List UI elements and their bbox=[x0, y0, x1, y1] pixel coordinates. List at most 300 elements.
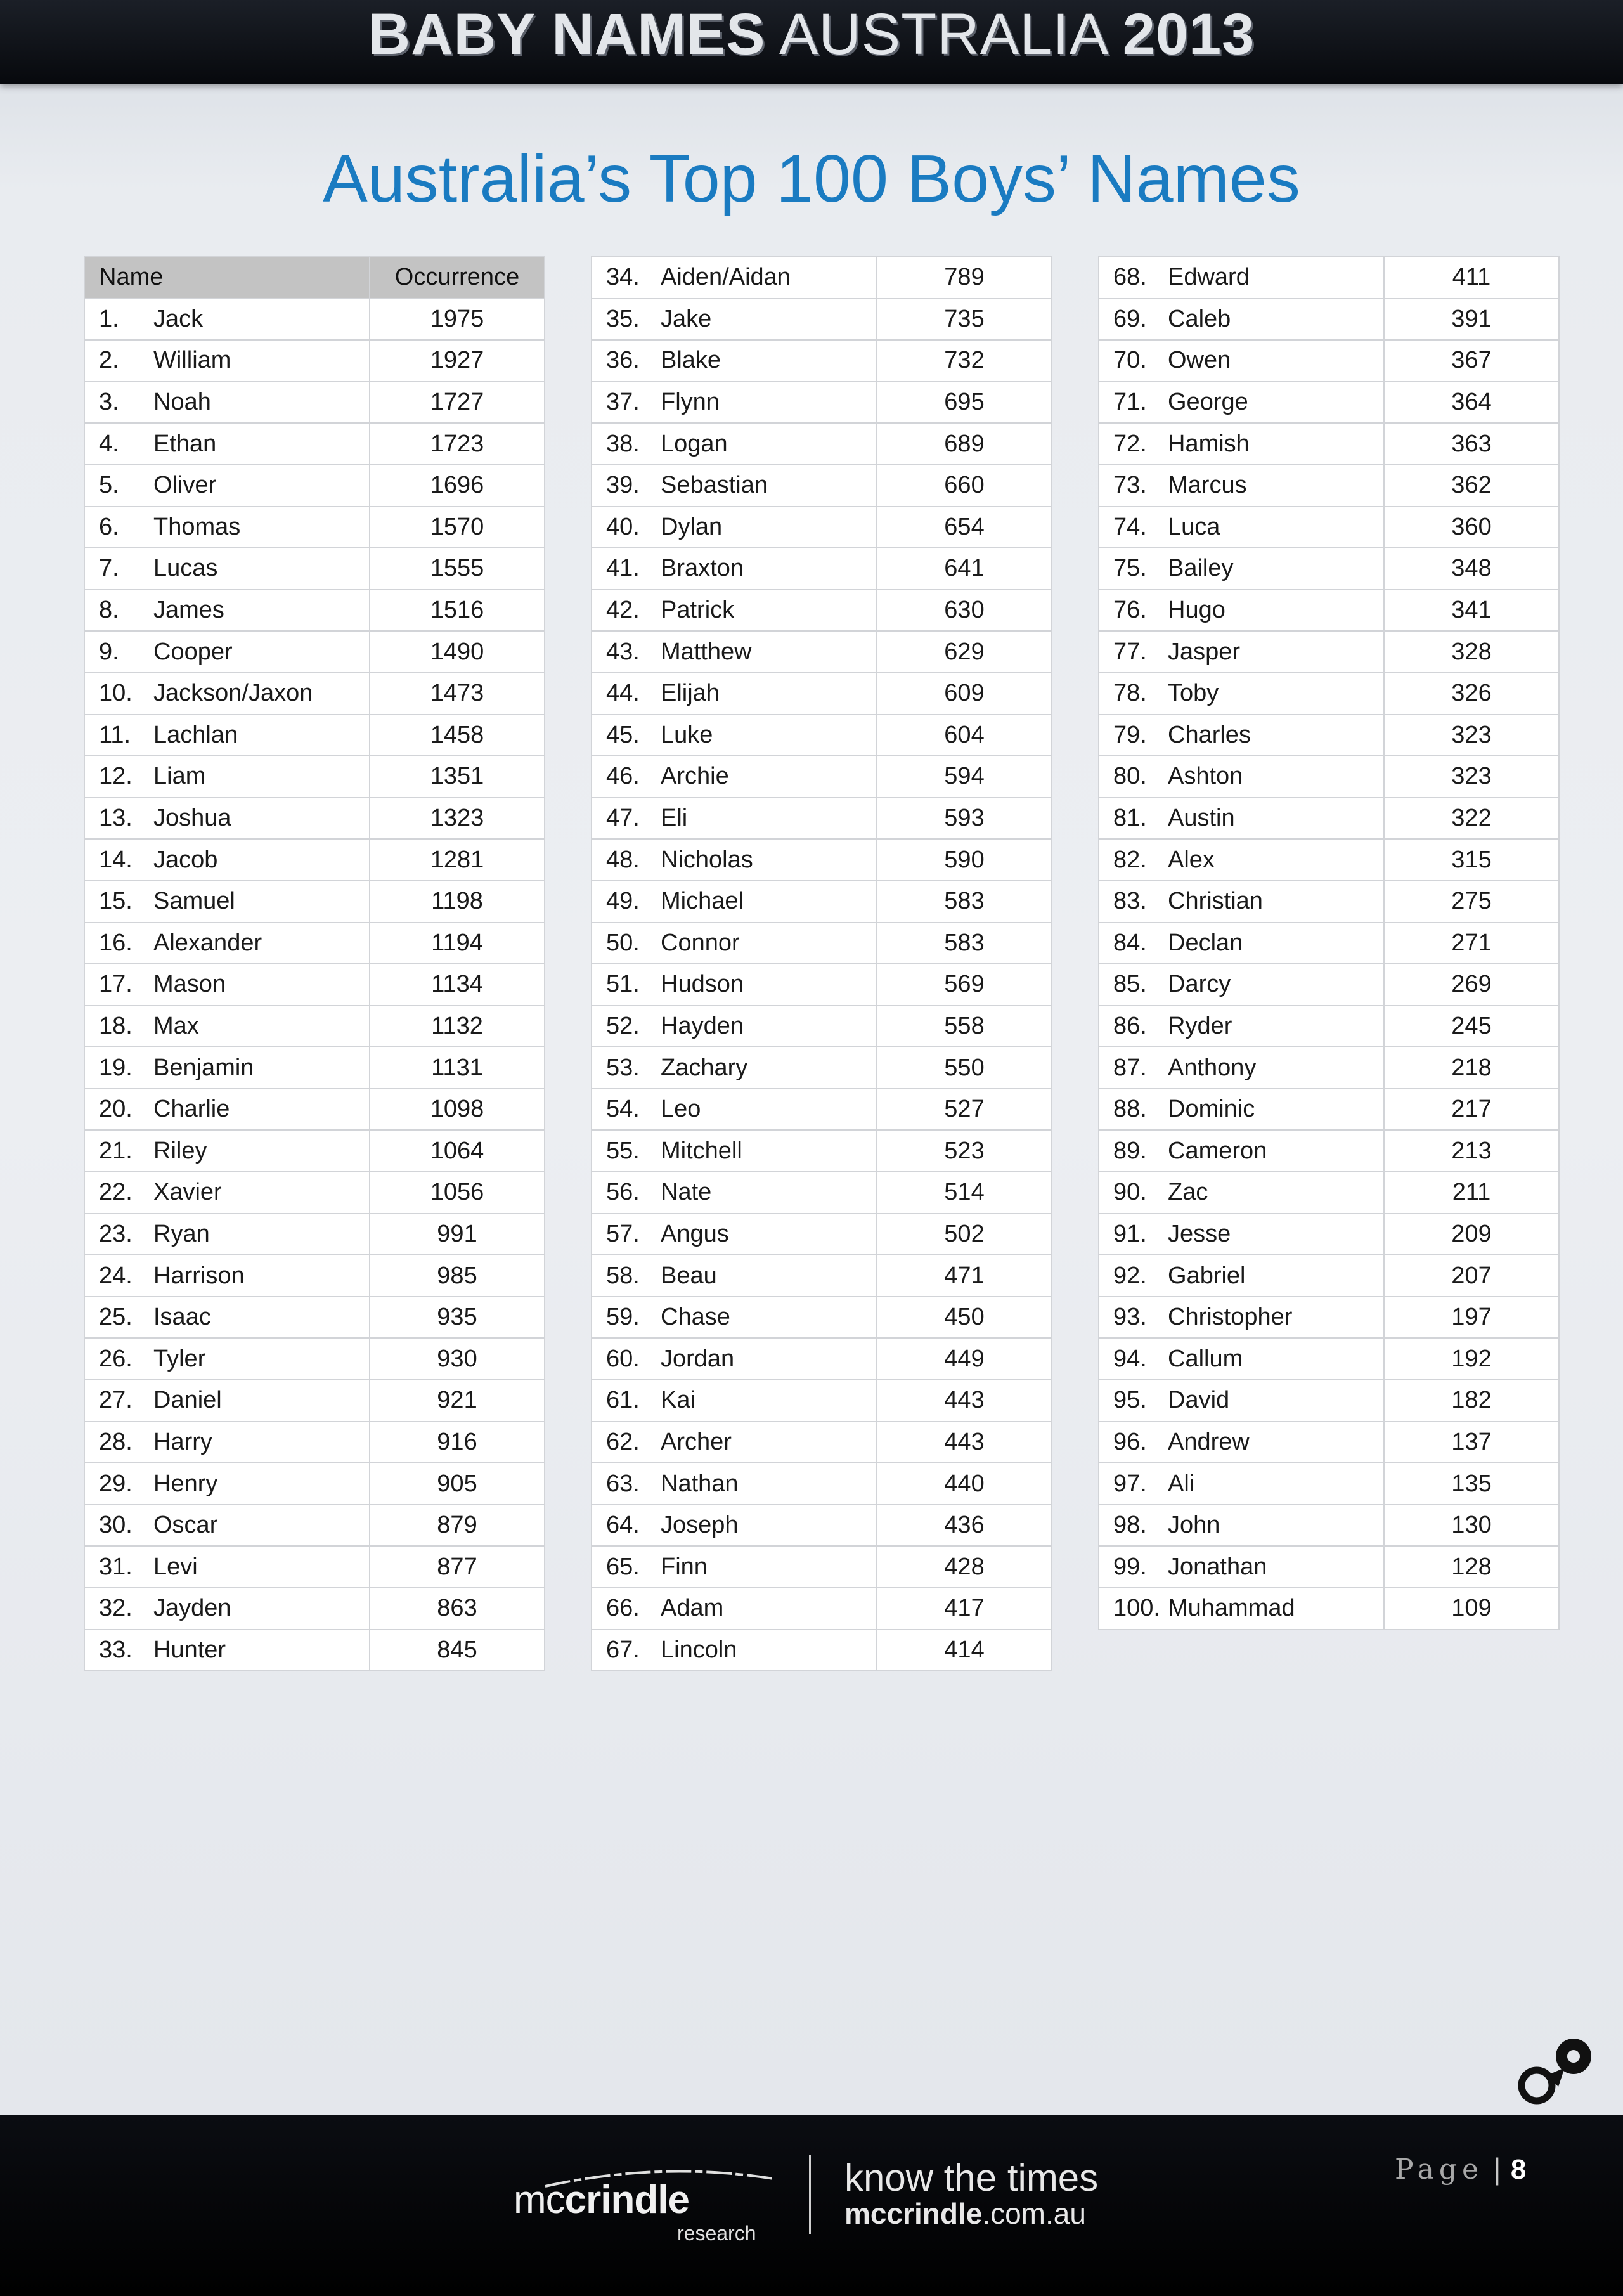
baby-name: Callum bbox=[1168, 1345, 1243, 1372]
baby-name: Zachary bbox=[661, 1054, 748, 1081]
occurrence: 558 bbox=[877, 1006, 1052, 1047]
name-cell bbox=[84, 923, 370, 964]
baby-name: Patrick bbox=[661, 597, 735, 624]
name-cell bbox=[1099, 423, 1384, 465]
name-cell bbox=[84, 1006, 370, 1047]
baby-name: Hunter bbox=[153, 1636, 226, 1663]
rank: 41. bbox=[606, 555, 640, 582]
occurrence: 590 bbox=[877, 839, 1052, 881]
occurrence-column-header: Occurrence bbox=[370, 257, 545, 299]
occurrence: 609 bbox=[877, 673, 1052, 715]
name-cell bbox=[84, 1546, 370, 1588]
name-cell bbox=[84, 1172, 370, 1214]
baby-name: Ryder bbox=[1168, 1012, 1232, 1039]
rank: 9. bbox=[99, 638, 119, 665]
baby-name: Oliver bbox=[153, 472, 217, 499]
website bbox=[844, 2196, 1086, 2231]
name-cell bbox=[84, 1089, 370, 1131]
rank: 63. bbox=[606, 1470, 640, 1497]
table-row bbox=[84, 964, 545, 1006]
occurrence: 732 bbox=[877, 340, 1052, 382]
page-number-value: 8 bbox=[1510, 2154, 1527, 2185]
table-row bbox=[592, 1172, 1052, 1214]
name-cell bbox=[1099, 1089, 1384, 1131]
occurrence: 583 bbox=[877, 923, 1052, 964]
rank: 28. bbox=[99, 1428, 133, 1455]
baby-name: Toby bbox=[1168, 680, 1219, 707]
table-row bbox=[1099, 964, 1559, 1006]
baby-name: Liam bbox=[153, 763, 206, 790]
occurrence: 471 bbox=[877, 1255, 1052, 1297]
table-row bbox=[592, 715, 1052, 756]
occurrence: 443 bbox=[877, 1422, 1052, 1463]
occurrence: 523 bbox=[877, 1130, 1052, 1172]
table-row bbox=[1099, 839, 1559, 881]
rank: 25. bbox=[99, 1304, 133, 1331]
table-row bbox=[1099, 1422, 1559, 1463]
name-cell bbox=[84, 548, 370, 590]
name-cell bbox=[1099, 1214, 1384, 1255]
table-row bbox=[1099, 423, 1559, 465]
rank: 32. bbox=[99, 1595, 133, 1622]
rank: 49. bbox=[606, 888, 640, 915]
baby-name: Edward bbox=[1168, 264, 1250, 291]
rank: 20. bbox=[99, 1096, 133, 1123]
name-cell bbox=[84, 1463, 370, 1505]
baby-name: Luca bbox=[1168, 513, 1220, 540]
name-cell bbox=[1099, 1172, 1384, 1214]
table-row bbox=[1099, 631, 1559, 673]
name-cell bbox=[592, 1297, 877, 1339]
name-cell bbox=[1099, 631, 1384, 673]
occurrence: 641 bbox=[877, 548, 1052, 590]
rank: 82. bbox=[1113, 846, 1147, 873]
table-row bbox=[1099, 340, 1559, 382]
baby-name: Jesse bbox=[1168, 1220, 1231, 1247]
rank: 88. bbox=[1113, 1096, 1147, 1123]
baby-name: Harrison bbox=[153, 1262, 245, 1289]
rank: 69. bbox=[1113, 305, 1147, 332]
baby-name: Ryan bbox=[153, 1220, 210, 1247]
rank: 58. bbox=[606, 1262, 640, 1289]
table-row bbox=[592, 923, 1052, 964]
baby-name: Gabriel bbox=[1168, 1262, 1246, 1289]
occurrence: 207 bbox=[1384, 1255, 1559, 1297]
rank: 13. bbox=[99, 805, 133, 832]
rank: 100. bbox=[1113, 1595, 1160, 1622]
occurrence: 1490 bbox=[370, 631, 545, 673]
occurrence: 845 bbox=[370, 1630, 545, 1671]
baby-name: Austin bbox=[1168, 805, 1235, 832]
table-row bbox=[1099, 257, 1559, 299]
rank: 40. bbox=[606, 513, 640, 540]
table-row bbox=[592, 1130, 1052, 1172]
table-row bbox=[592, 839, 1052, 881]
baby-name: Lincoln bbox=[661, 1636, 737, 1663]
rank: 62. bbox=[606, 1428, 640, 1455]
baby-name: Lachlan bbox=[153, 721, 238, 748]
baby-name: John bbox=[1168, 1512, 1220, 1539]
table-row bbox=[1099, 299, 1559, 341]
occurrence: 213 bbox=[1384, 1130, 1559, 1172]
table-row bbox=[1099, 1546, 1559, 1588]
name-cell bbox=[592, 1089, 877, 1131]
baby-name: Riley bbox=[153, 1137, 207, 1164]
table-row bbox=[1099, 881, 1559, 923]
baby-name: Hayden bbox=[661, 1012, 744, 1039]
baby-name: Nicholas bbox=[661, 846, 753, 873]
rank: 83. bbox=[1113, 888, 1147, 915]
occurrence: 391 bbox=[1384, 299, 1559, 341]
name-column-header: Name bbox=[84, 257, 370, 299]
occurrence: 695 bbox=[877, 382, 1052, 424]
table-row bbox=[592, 964, 1052, 1006]
name-cell bbox=[84, 1130, 370, 1172]
name-cell bbox=[84, 673, 370, 715]
website-part2: .com.au bbox=[982, 2197, 1086, 2230]
table-row bbox=[1099, 673, 1559, 715]
baby-name: Joshua bbox=[153, 805, 231, 832]
occurrence: 569 bbox=[877, 964, 1052, 1006]
rank: 1. bbox=[99, 305, 119, 332]
baby-name: Tyler bbox=[153, 1345, 206, 1372]
occurrence: 364 bbox=[1384, 382, 1559, 424]
name-cell bbox=[592, 839, 877, 881]
name-cell bbox=[84, 1214, 370, 1255]
baby-name: Levi bbox=[153, 1553, 198, 1580]
table-row bbox=[1099, 1089, 1559, 1131]
name-cell bbox=[84, 881, 370, 923]
baby-name: Braxton bbox=[661, 555, 744, 582]
baby-name: Flynn bbox=[661, 389, 720, 416]
table-row bbox=[592, 1255, 1052, 1297]
occurrence: 1098 bbox=[370, 1089, 545, 1131]
occurrence: 1281 bbox=[370, 839, 545, 881]
brand-name-part1: mc bbox=[514, 2178, 565, 2222]
table-row bbox=[84, 1047, 545, 1089]
table-row bbox=[84, 798, 545, 840]
baby-name: Anthony bbox=[1168, 1054, 1257, 1081]
occurrence: 217 bbox=[1384, 1089, 1559, 1131]
baby-name: Christopher bbox=[1168, 1304, 1293, 1331]
baby-name: Mitchell bbox=[661, 1137, 742, 1164]
occurrence: 1975 bbox=[370, 299, 545, 341]
baby-name: Daniel bbox=[153, 1387, 222, 1414]
table-row bbox=[84, 631, 545, 673]
baby-name: Jordan bbox=[661, 1345, 735, 1372]
table-row bbox=[84, 1588, 545, 1630]
footer-divider bbox=[809, 2155, 811, 2234]
baby-name: Henry bbox=[153, 1470, 218, 1497]
rank: 73. bbox=[1113, 472, 1147, 499]
rank: 31. bbox=[99, 1553, 133, 1580]
baby-name: Harry bbox=[153, 1428, 212, 1455]
baby-name: Beau bbox=[661, 1262, 717, 1289]
rank: 46. bbox=[606, 763, 640, 790]
baby-name: Dylan bbox=[661, 513, 723, 540]
rank: 98. bbox=[1113, 1512, 1147, 1539]
name-cell bbox=[592, 1380, 877, 1422]
baby-name: Christian bbox=[1168, 888, 1263, 915]
occurrence: 550 bbox=[877, 1047, 1052, 1089]
table-row bbox=[84, 1089, 545, 1131]
rank: 7. bbox=[99, 555, 119, 582]
table-row bbox=[84, 382, 545, 424]
rank: 37. bbox=[606, 389, 640, 416]
name-cell bbox=[1099, 465, 1384, 507]
baby-name: Aiden/Aidan bbox=[661, 264, 791, 291]
name-cell bbox=[592, 881, 877, 923]
page-label: Page bbox=[1395, 2153, 1484, 2186]
baby-name: Hudson bbox=[661, 971, 744, 998]
baby-name: Chase bbox=[661, 1304, 730, 1331]
table-header-row bbox=[84, 257, 545, 299]
occurrence: 275 bbox=[1384, 881, 1559, 923]
baby-name: Logan bbox=[661, 430, 728, 457]
baby-name: Darcy bbox=[1168, 971, 1231, 998]
rank: 80. bbox=[1113, 763, 1147, 790]
name-cell bbox=[592, 507, 877, 548]
rank: 64. bbox=[606, 1512, 640, 1539]
name-cell bbox=[84, 465, 370, 507]
occurrence: 789 bbox=[877, 257, 1052, 299]
baby-name: James bbox=[153, 597, 224, 624]
table-row bbox=[592, 881, 1052, 923]
name-cell bbox=[592, 1172, 877, 1214]
table-row bbox=[592, 257, 1052, 299]
name-cell bbox=[1099, 1130, 1384, 1172]
occurrence: 245 bbox=[1384, 1006, 1559, 1047]
name-cell bbox=[1099, 715, 1384, 756]
table-row bbox=[1099, 1338, 1559, 1380]
baby-name: Caleb bbox=[1168, 305, 1231, 332]
occurrence: 417 bbox=[877, 1588, 1052, 1630]
baby-name: Nathan bbox=[661, 1470, 739, 1497]
table-row bbox=[1099, 1297, 1559, 1339]
name-cell bbox=[592, 340, 877, 382]
table-row bbox=[592, 1380, 1052, 1422]
rank: 11. bbox=[99, 721, 131, 748]
rank: 53. bbox=[606, 1054, 640, 1081]
name-cell bbox=[84, 1422, 370, 1463]
pacifier-icon bbox=[1515, 2032, 1598, 2108]
table-row bbox=[592, 1588, 1052, 1630]
occurrence: 1056 bbox=[370, 1172, 545, 1214]
rank: 57. bbox=[606, 1220, 640, 1247]
baby-name: Thomas bbox=[153, 513, 241, 540]
baby-name: Eli bbox=[661, 805, 688, 832]
occurrence: 935 bbox=[370, 1297, 545, 1339]
occurrence: 209 bbox=[1384, 1214, 1559, 1255]
baby-name: Owen bbox=[1168, 347, 1231, 374]
baby-name: Sebastian bbox=[661, 472, 768, 499]
name-cell bbox=[1099, 257, 1384, 299]
name-cell bbox=[84, 299, 370, 341]
occurrence: 660 bbox=[877, 465, 1052, 507]
table-row bbox=[84, 1297, 545, 1339]
occurrence: 363 bbox=[1384, 423, 1559, 465]
table-row bbox=[84, 1338, 545, 1380]
occurrence: 128 bbox=[1384, 1546, 1559, 1588]
rank: 76. bbox=[1113, 597, 1147, 624]
baby-name: Archie bbox=[661, 763, 729, 790]
name-cell bbox=[592, 590, 877, 632]
name-cell bbox=[592, 964, 877, 1006]
name-cell bbox=[592, 1463, 877, 1505]
brand-logo bbox=[514, 2165, 780, 2245]
rank: 17. bbox=[99, 971, 133, 998]
rank: 60. bbox=[606, 1345, 640, 1372]
table-row bbox=[1099, 1214, 1559, 1255]
baby-name: David bbox=[1168, 1387, 1230, 1414]
name-cell bbox=[1099, 299, 1384, 341]
rank: 81. bbox=[1113, 805, 1147, 832]
rank: 86. bbox=[1113, 1012, 1147, 1039]
rank: 87. bbox=[1113, 1054, 1147, 1081]
rank: 50. bbox=[606, 929, 640, 956]
name-cell bbox=[592, 465, 877, 507]
table-row bbox=[592, 1089, 1052, 1131]
table-row bbox=[84, 1006, 545, 1047]
name-cell bbox=[592, 1422, 877, 1463]
occurrence: 863 bbox=[370, 1588, 545, 1630]
rank: 92. bbox=[1113, 1262, 1147, 1289]
name-cell bbox=[1099, 923, 1384, 964]
name-cell bbox=[84, 631, 370, 673]
name-cell bbox=[1099, 1297, 1384, 1339]
occurrence: 1473 bbox=[370, 673, 545, 715]
table-row bbox=[592, 1463, 1052, 1505]
table-row bbox=[1099, 1006, 1559, 1047]
occurrence: 326 bbox=[1384, 673, 1559, 715]
name-cell bbox=[84, 590, 370, 632]
rank: 38. bbox=[606, 430, 640, 457]
occurrence: 689 bbox=[877, 423, 1052, 465]
table-row bbox=[1099, 1130, 1559, 1172]
rank: 78. bbox=[1113, 680, 1147, 707]
occurrence: 218 bbox=[1384, 1047, 1559, 1089]
table-row bbox=[592, 382, 1052, 424]
occurrence: 269 bbox=[1384, 964, 1559, 1006]
name-cell bbox=[1099, 590, 1384, 632]
baby-name: Blake bbox=[661, 347, 721, 374]
rank: 18. bbox=[99, 1012, 133, 1039]
rank: 56. bbox=[606, 1179, 640, 1206]
name-cell bbox=[84, 1047, 370, 1089]
occurrence: 362 bbox=[1384, 465, 1559, 507]
table-row bbox=[84, 465, 545, 507]
baby-name: Bailey bbox=[1168, 555, 1234, 582]
name-cell bbox=[84, 839, 370, 881]
occurrence: 211 bbox=[1384, 1172, 1559, 1214]
baby-name: Noah bbox=[153, 389, 211, 416]
rank: 6. bbox=[99, 513, 119, 540]
name-cell bbox=[1099, 507, 1384, 548]
table-row bbox=[1099, 715, 1559, 756]
baby-name: Angus bbox=[661, 1220, 729, 1247]
name-cell bbox=[592, 1130, 877, 1172]
rank: 84. bbox=[1113, 929, 1147, 956]
name-cell bbox=[1099, 382, 1384, 424]
table-row bbox=[1099, 507, 1559, 548]
table-row bbox=[84, 756, 545, 798]
name-cell bbox=[1099, 1505, 1384, 1547]
table-row bbox=[592, 1006, 1052, 1047]
name-cell bbox=[84, 1297, 370, 1339]
page-title: Australia’s Top 100 Boys’ Names bbox=[323, 141, 1300, 216]
occurrence: 1727 bbox=[370, 382, 545, 424]
occurrence: 1198 bbox=[370, 881, 545, 923]
table-row bbox=[592, 756, 1052, 798]
footer-bar bbox=[0, 2115, 1623, 2296]
table-row bbox=[592, 1422, 1052, 1463]
rank: 47. bbox=[606, 805, 640, 832]
table-row bbox=[84, 590, 545, 632]
occurrence: 323 bbox=[1384, 715, 1559, 756]
name-cell bbox=[1099, 964, 1384, 1006]
occurrence: 1064 bbox=[370, 1130, 545, 1172]
occurrence: 440 bbox=[877, 1463, 1052, 1505]
name-cell bbox=[1099, 798, 1384, 840]
table-row bbox=[84, 1380, 545, 1422]
occurrence: 328 bbox=[1384, 631, 1559, 673]
baby-name: Jacob bbox=[153, 846, 218, 873]
name-cell bbox=[1099, 340, 1384, 382]
table-row bbox=[1099, 798, 1559, 840]
rank: 14. bbox=[99, 846, 133, 873]
occurrence: 877 bbox=[370, 1546, 545, 1588]
table-row bbox=[1099, 1172, 1559, 1214]
occurrence: 367 bbox=[1384, 340, 1559, 382]
baby-name: George bbox=[1168, 389, 1248, 416]
name-cell bbox=[592, 423, 877, 465]
header-bar bbox=[0, 0, 1623, 84]
table-row bbox=[1099, 1505, 1559, 1547]
rank: 61. bbox=[606, 1387, 640, 1414]
rank: 95. bbox=[1113, 1387, 1147, 1414]
occurrence: 135 bbox=[1384, 1463, 1559, 1505]
name-cell bbox=[84, 964, 370, 1006]
table-row bbox=[84, 673, 545, 715]
name-cell bbox=[592, 1588, 877, 1630]
table-row bbox=[1099, 1588, 1559, 1630]
name-cell bbox=[1099, 881, 1384, 923]
rank: 74. bbox=[1113, 513, 1147, 540]
rank: 2. bbox=[99, 347, 119, 374]
baby-name: Charles bbox=[1168, 721, 1251, 748]
rank: 19. bbox=[99, 1054, 133, 1081]
baby-name: Xavier bbox=[153, 1179, 222, 1206]
name-cell bbox=[1099, 756, 1384, 798]
table-row bbox=[592, 1214, 1052, 1255]
name-cell bbox=[84, 1255, 370, 1297]
header-title-part2: AUSTRALIA bbox=[779, 2, 1106, 67]
baby-name: Nate bbox=[661, 1179, 712, 1206]
occurrence: 1458 bbox=[370, 715, 545, 756]
name-cell bbox=[84, 1338, 370, 1380]
occurrence: 583 bbox=[877, 881, 1052, 923]
rank: 59. bbox=[606, 1304, 640, 1331]
baby-name: Zac bbox=[1168, 1179, 1208, 1206]
occurrence: 1723 bbox=[370, 423, 545, 465]
name-cell bbox=[84, 798, 370, 840]
name-cell bbox=[592, 1214, 877, 1255]
rank: 93. bbox=[1113, 1304, 1147, 1331]
rank: 34. bbox=[606, 264, 640, 291]
occurrence: 1351 bbox=[370, 756, 545, 798]
occurrence: 348 bbox=[1384, 548, 1559, 590]
name-cell bbox=[1099, 673, 1384, 715]
